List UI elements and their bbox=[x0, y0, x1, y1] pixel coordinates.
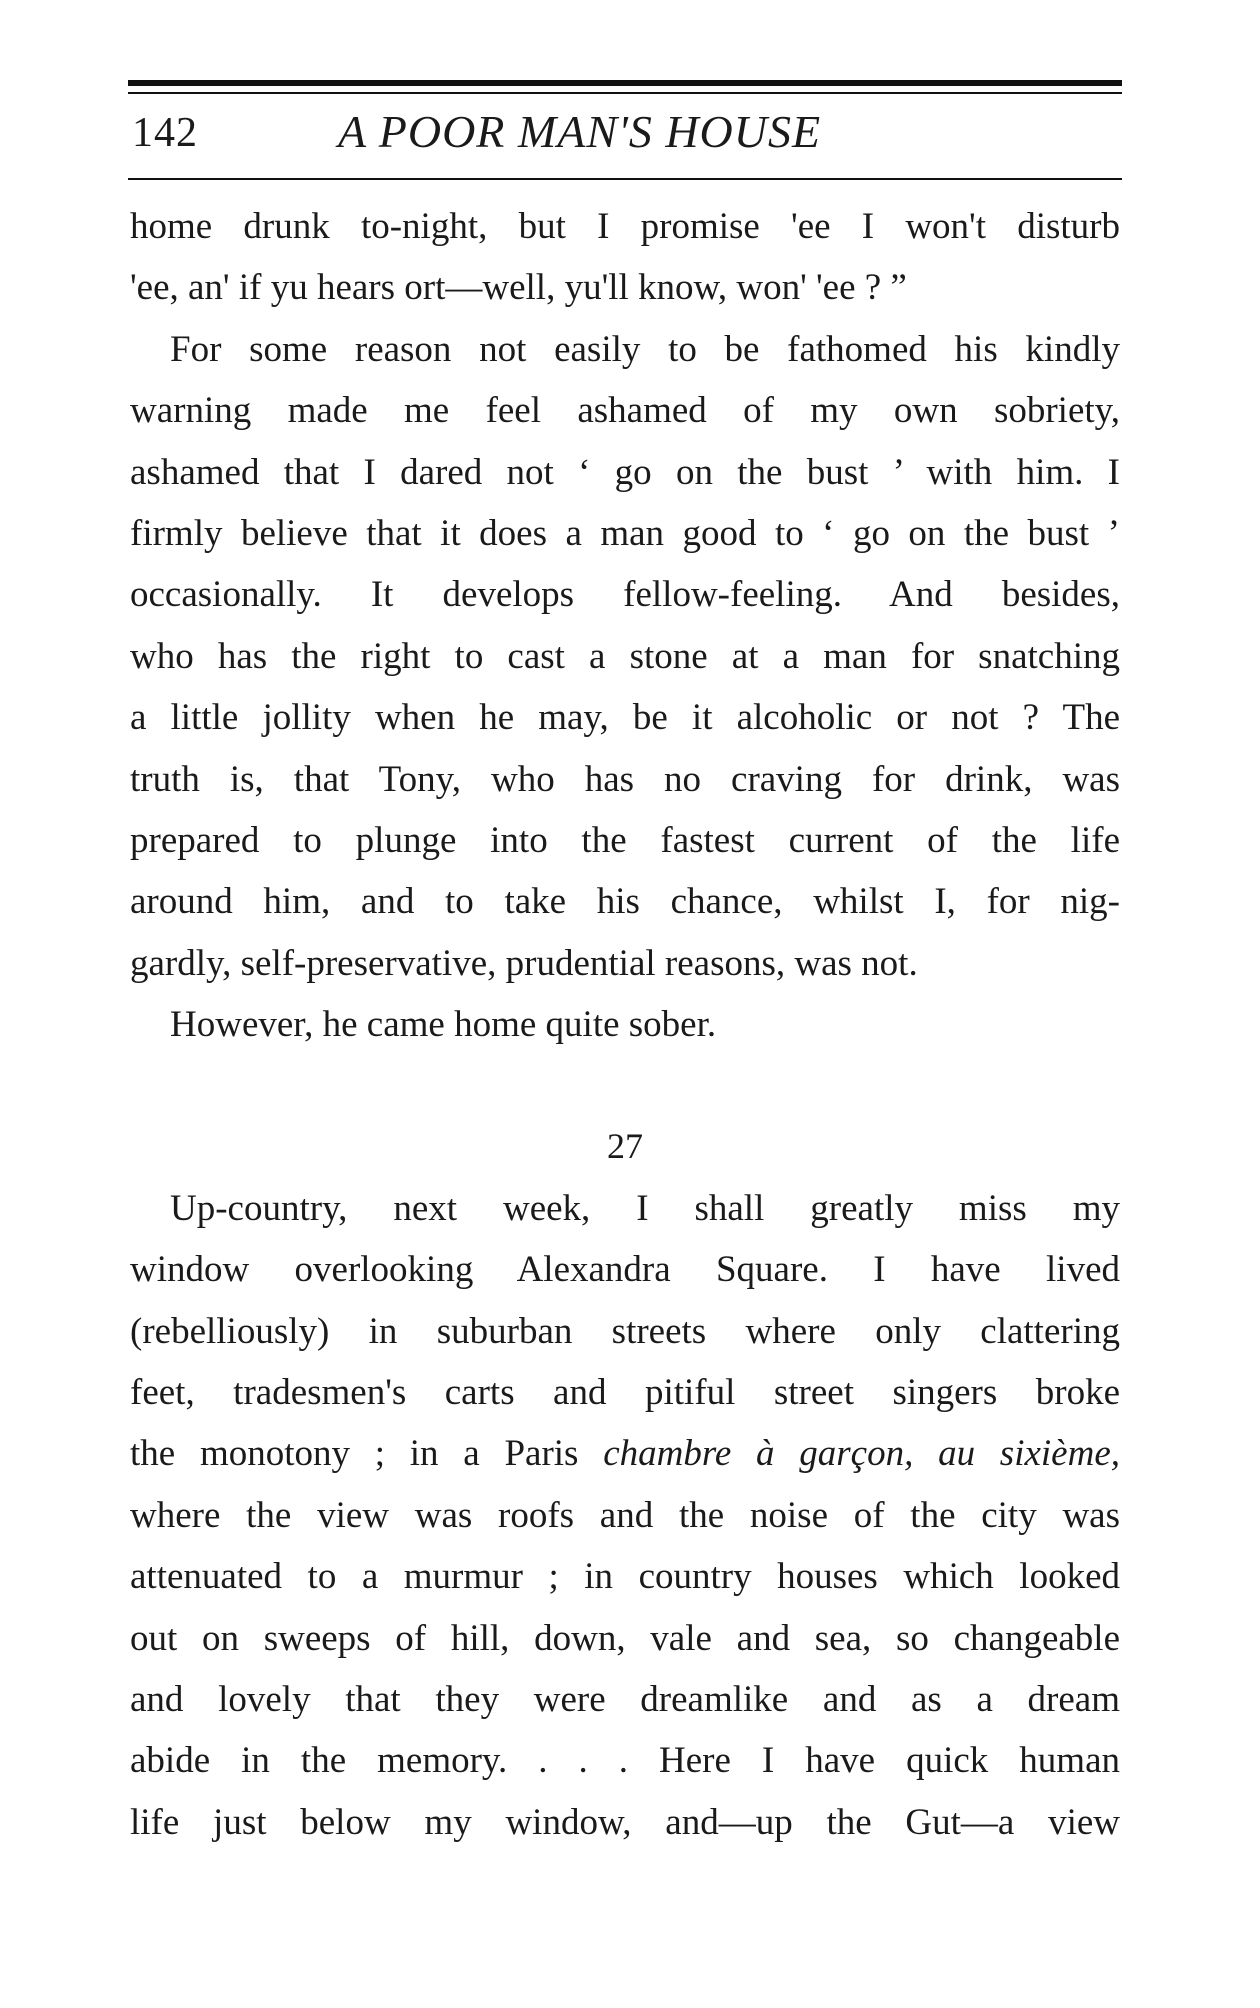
text-line: who has the right to cast a stone at a man for snatching bbox=[130, 635, 1120, 677]
text-line: ashamed that I dared not ‘ go on the bust ’ with him. I bbox=[130, 451, 1120, 493]
text-line: 'ee, an' if yu hears ort—well, yu'll know, won' 'ee ? ” bbox=[130, 267, 907, 309]
text-line: firmly believe that it does a man good to ‘ go on the bust ’ bbox=[130, 512, 1120, 554]
body-text bbox=[130, 196, 1120, 1853]
text-line: truth is, that Tony, who has no craving for drink, was bbox=[130, 758, 1120, 800]
text-line: attenuated to a murmur ; in country houses which looked bbox=[130, 1556, 1120, 1598]
text-line: feet, tradesmen's carts and pitiful street singers broke bbox=[130, 1372, 1120, 1414]
text-line: prepared to plunge into the fastest current of the life bbox=[130, 819, 1120, 861]
text-line: out on sweeps of hill, down, vale and sea, so changeable bbox=[130, 1617, 1120, 1659]
running-title: A POOR MAN'S HOUSE bbox=[338, 106, 822, 157]
header-rule-thick bbox=[128, 80, 1122, 86]
header-underline bbox=[128, 178, 1122, 180]
text-line: where the view was roofs and the noise of the city was bbox=[130, 1494, 1120, 1536]
italic-phrase: chambre à garçon, au sixième, bbox=[603, 1433, 1121, 1475]
text-line: (rebelliously) in suburban streets where only clattering bbox=[130, 1310, 1120, 1352]
page-number: 142 bbox=[132, 110, 198, 156]
text-line-with-italic bbox=[130, 1423, 1120, 1484]
text-line: Up-country, next week, I shall greatly miss my bbox=[170, 1187, 1120, 1229]
header-rule-thin bbox=[128, 92, 1122, 94]
running-header bbox=[128, 105, 1122, 165]
text-line: However, he came home quite sober. bbox=[170, 1004, 717, 1046]
text-line: window overlooking Alexandra Square. I have lived bbox=[130, 1249, 1120, 1291]
text-line: a little jollity when he may, be it alcoholic or not ? The bbox=[130, 697, 1120, 739]
text-line: abide in the memory. . . . Here I have quick human bbox=[130, 1740, 1120, 1782]
text-line: life just below my window, and—up the Gut—a view bbox=[130, 1801, 1120, 1843]
text-line: around him, and to take his chance, whilst I, for nig- bbox=[130, 881, 1120, 923]
text-line: home drunk to-night, but I promise 'ee I won't disturb bbox=[130, 206, 1120, 247]
section-number: 27 bbox=[607, 1126, 643, 1167]
text-segment: the monotony ; in a Paris bbox=[130, 1433, 604, 1475]
text-line: and lovely that they were dreamlike and as a dream bbox=[130, 1678, 1120, 1720]
text-line: warning made me feel ashamed of my own sobriety, bbox=[130, 390, 1120, 432]
text-line: gardly, self-preservative, prudential reasons, was not. bbox=[130, 942, 918, 984]
text-line: occasionally. It develops fellow-feeling. And besides, bbox=[130, 574, 1120, 616]
text-line: For some reason not easily to be fathomed his kindly bbox=[170, 328, 1120, 370]
